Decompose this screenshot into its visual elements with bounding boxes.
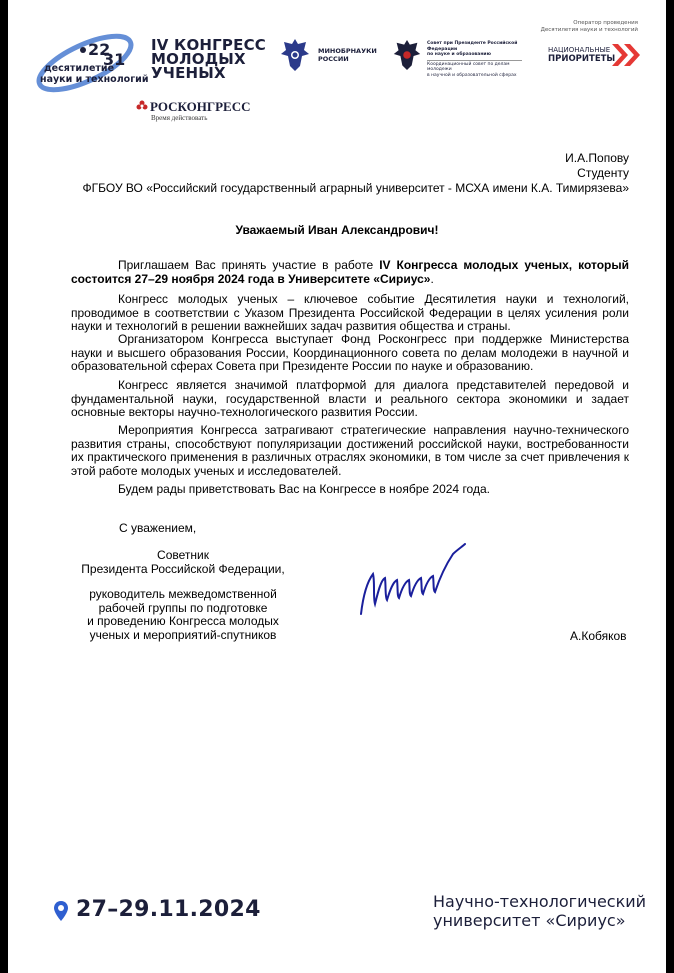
- decade-label: десятилетие: [44, 63, 115, 74]
- paragraph-activities: Мероприятия Конгресса затрагивают стратегические направления научно-технического развития страны, способствуют популяризации достижений российской науки, востребованности их практического применения в различных отраслях экономики, в том числе за счет привлечения к этой работе молодых ученых и исследователей.: [71, 423, 629, 478]
- title-line: Советник: [157, 548, 209, 562]
- roscongress-flower-icon: [136, 100, 148, 112]
- addressee-organization: ФГБОУ ВО «Российский государственный аграрный университет - МСХА имени К.А. Тимирязева»: [82, 181, 629, 195]
- signatory-role: [68, 588, 298, 642]
- regards: С уважением,: [119, 521, 197, 535]
- greeting: Уважаемый Иван Александрович!: [235, 223, 439, 237]
- operator-caption: [538, 20, 638, 33]
- decade-sublabel: науки и технологий: [40, 74, 149, 85]
- operator-line: Оператор проведения: [573, 20, 638, 26]
- congress-title-line: IV КОНГРЕСС: [151, 36, 266, 54]
- decade-number-end: 31: [103, 50, 126, 69]
- council-emblem-icon: [391, 36, 423, 74]
- paragraph-platform: Конгресс является значимой платформой для диалога представителей передовой и фундаментальной науки, государственной власти и реального сектора экономики и задает основные векторы научно-технологического развития России.: [71, 378, 629, 419]
- role-line: руководитель межведомственной: [89, 587, 277, 601]
- paragraph-organizer: Организатором Конгресса выступает Фонд Росконгресс при поддержке Министерства науки и высшего образования России, Координационного совета по делам молодежи в научной и образовательной сферах Совета при Президенте России по науке и образованию.: [71, 332, 629, 373]
- np-line: НАЦИОНАЛЬНЫЕ: [548, 46, 611, 54]
- addressee-name: И.А.Попову: [565, 151, 629, 165]
- invitation-text: Приглашаем Вас принять участие в работе: [118, 258, 380, 272]
- council-name: [427, 41, 522, 78]
- title-line: Президента Российской Федерации,: [81, 561, 285, 576]
- signatory-name: А.Кобяков: [570, 629, 627, 643]
- council-line: Совет при Президенте Российской Федерации: [427, 41, 518, 52]
- signatory-title: [68, 549, 298, 576]
- venue-line: Научно-технологический: [433, 892, 647, 911]
- congress-title-line: МОЛОДЫХ: [151, 50, 246, 68]
- roscongress-slogan: Время действовать: [151, 114, 208, 122]
- national-priorities-arrows-icon: [610, 42, 642, 68]
- paragraph-invitation: [71, 259, 629, 286]
- ministry-line: РОССИИ: [318, 55, 349, 63]
- addressee-position: Студенту: [577, 166, 629, 180]
- np-line: ПРИОРИТЕТЫ: [548, 54, 616, 64]
- council-line: Координационный совет по делам молодежи: [427, 60, 522, 73]
- national-priorities-name: [548, 46, 615, 64]
- council-line: по науке и образованию: [427, 52, 491, 57]
- ministry-emblem-icon: [278, 36, 312, 74]
- paragraph-congress-event: Конгресс молодых ученых – ключевое событие Десятилетия науки и технологий, проводимое в соответствии с Указом Президента Российской Федерации в целях усиления роли науки и технологий в решении важнейших задач развития общества и страны.: [71, 292, 629, 333]
- event-dates: 27–29.11.2024: [76, 897, 261, 922]
- location-pin-icon: [53, 900, 69, 922]
- venue-name: [433, 892, 646, 930]
- role-line: ученых и мероприятий-спутников: [89, 627, 277, 642]
- invitation-highlight: IV Конгресса молодых ученых, который состоится 27–29 ноября 2024 года в Университете «Сириус»: [71, 258, 629, 286]
- decade-number-start: 22: [88, 40, 111, 59]
- invitation-end: .: [430, 271, 434, 286]
- roscongress-name: РОСКОНГРЕСС: [150, 99, 251, 114]
- congress-title-line: УЧЕНЫХ: [151, 64, 226, 82]
- handwritten-signature: [353, 542, 468, 622]
- role-line: рабочей группы по подготовке: [98, 600, 268, 615]
- letter-page: [8, 0, 666, 973]
- venue-line: университет «Сириус»: [433, 911, 626, 930]
- congress-title: [151, 38, 266, 80]
- role-line: и проведению Конгресса молодых: [87, 614, 279, 628]
- ministry-line: МИНОБРНАУКИ: [318, 47, 377, 55]
- ministry-name: [318, 47, 377, 63]
- paragraph-closing: Будем рады приветствовать Вас на Конгрессе в ноябре 2024 года.: [118, 482, 490, 496]
- council-line: в научной и образовательной сферах: [427, 72, 517, 78]
- operator-line: Десятилетия науки и технологий: [540, 26, 638, 33]
